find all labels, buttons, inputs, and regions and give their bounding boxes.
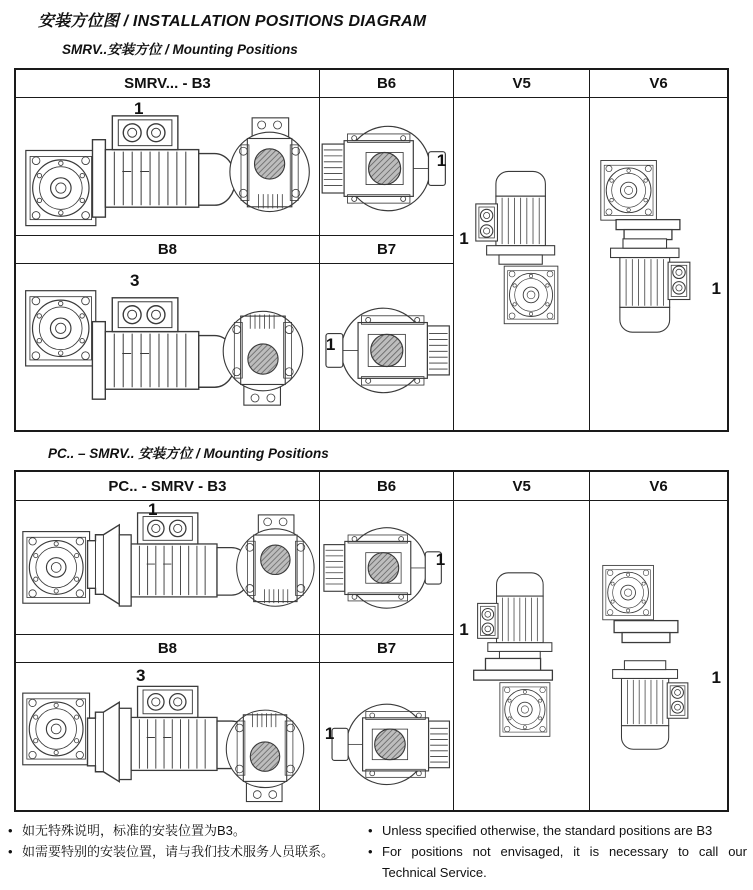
t2-header-b6: B6 (319, 472, 453, 501)
t1-cell-b8 (16, 264, 319, 430)
smrv-positions-table (14, 68, 729, 432)
t1-cell-b6 (319, 98, 453, 236)
t2-b7-position-number: 1 (324, 724, 335, 743)
smrv-v5-drawing (454, 98, 589, 430)
t2-b3-position-number: 1 (148, 501, 158, 519)
smrv-b3-drawing (16, 98, 319, 235)
t1-b6-position-number: 1 (436, 151, 447, 170)
t2-header-b7: B7 (319, 635, 453, 663)
t2-header-b8: B8 (16, 635, 319, 663)
pc-smrv-b6-drawing (320, 501, 453, 634)
t2-v6-position-number: 1 (711, 668, 721, 687)
pc-smrv-b3-drawing (16, 501, 319, 634)
t2-cell-v6 (589, 501, 727, 810)
t2-cell-b8 (16, 663, 319, 810)
t1-b8-position-number: 3 (130, 271, 140, 290)
footnote-en-1: • Unless specified otherwise, the standard positions are B3 (368, 821, 747, 842)
t2-header-b3: PC.. - SMRV - B3 (16, 472, 319, 501)
t2-b8-position-number: 3 (136, 666, 146, 685)
footnote-zh-1: • 如无特殊说明，标准的安装位置为B3。 (8, 821, 360, 842)
t1-cell-b7 (319, 264, 453, 430)
pc-smrv-positions-table (14, 470, 729, 812)
footnote-zh-2: • 如需要特别的安装位置，请与我们技术服务人员联系。 (8, 842, 360, 863)
footnotes-chinese (8, 821, 360, 863)
pc-smrv-v5-drawing (454, 501, 589, 810)
pc-smrv-v6-drawing (590, 501, 727, 810)
t2-cell-v5 (453, 501, 589, 810)
footnotes-english (368, 821, 747, 883)
t1-b3-position-number: 1 (134, 99, 144, 118)
t1-header-b3: SMRV... - B3 (16, 70, 319, 98)
footnote-en-2: • For positions not envisaged, it is necessary to call our Technical Service. (368, 842, 747, 884)
t1-cell-v6 (589, 98, 727, 430)
smrv-b8-drawing (16, 264, 319, 430)
t2-cell-b6 (319, 501, 453, 635)
t1-header-b8: B8 (16, 236, 319, 264)
t1-header-v5: V5 (453, 70, 589, 98)
t2-b6-position-number: 1 (435, 550, 446, 569)
pc-smrv-b8-drawing (16, 663, 319, 810)
t1-header-b7: B7 (319, 236, 453, 264)
t1-b7-position-number: 1 (325, 335, 336, 354)
pc-smrv-b7-drawing (320, 663, 453, 810)
t1-header-b6: B6 (319, 70, 453, 98)
t1-cell-b3 (16, 98, 319, 236)
t2-v5-position-number: 1 (459, 620, 469, 639)
page-title: 安装方位图 / INSTALLATION POSITIONS DIAGRAM (38, 13, 427, 30)
t2-header-v6: V6 (589, 472, 727, 501)
section2-title: PC.. – SMRV.. 安装方位 / Mounting Positions (48, 446, 329, 461)
t2-cell-b3 (16, 501, 319, 635)
smrv-b7-drawing (320, 264, 453, 430)
t1-v5-position-number: 1 (459, 229, 469, 248)
section1-title: SMRV..安装方位 / Mounting Positions (62, 42, 298, 57)
t2-cell-b7 (319, 663, 453, 810)
t2-header-v5: V5 (453, 472, 589, 501)
t1-header-v6: V6 (589, 70, 727, 98)
t1-cell-v5 (453, 98, 589, 430)
smrv-b6-drawing (320, 98, 453, 235)
t1-v6-position-number: 1 (711, 279, 721, 298)
smrv-v6-drawing (590, 98, 727, 430)
